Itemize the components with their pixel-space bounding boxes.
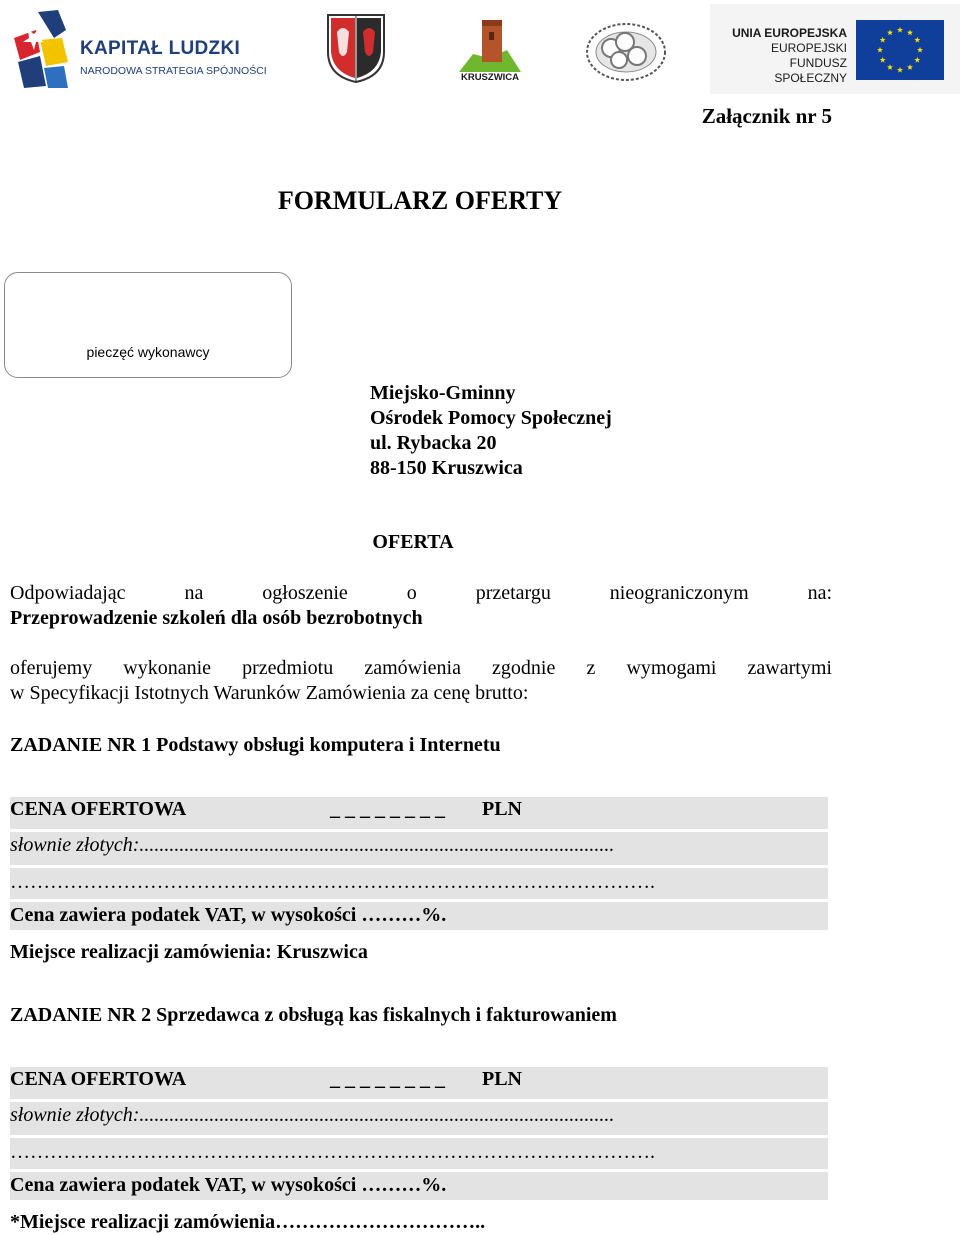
- task-2-price-label: CENA OFERTOWA: [10, 1068, 187, 1090]
- task-1-title: ZADANIE NR 1 Podstawy obsługi komputera i Internetu: [10, 734, 501, 756]
- statement-line-2: w Specyfikacji Istotnych Warunków Zamówienia za cenę brutto:: [10, 682, 529, 704]
- kapital-ludzki-logo: [10, 8, 267, 90]
- recipient-line-4: 88-150 Kruszwica: [370, 457, 523, 479]
- statement-paragraph: [10, 656, 832, 706]
- statement-word: zawartymi: [747, 657, 832, 679]
- task-1-price-box: [10, 797, 828, 930]
- task-1-price-field[interactable]: _ _ _ _ _ _ _ _: [330, 798, 445, 820]
- kapital-ludzki-subtitle: NARODOWA STRATEGIA SPÓJNOŚCI: [80, 65, 267, 77]
- statement-word: oferujemy: [10, 657, 93, 679]
- eu-star-icon: [897, 27, 903, 33]
- statement-word: przedmiotu: [242, 657, 334, 679]
- divider: [10, 1169, 828, 1172]
- kapital-ludzki-title: KAPITAŁ LUDZKI: [80, 38, 241, 59]
- task-1-currency: PLN: [482, 798, 522, 820]
- intro-word: Odpowiadając: [10, 582, 126, 604]
- recipient-line-2: Ośrodek Pomocy Społecznej: [370, 407, 612, 429]
- eu-star-icon: [914, 57, 920, 63]
- intro-line-1: [10, 581, 832, 606]
- divider: [10, 1135, 828, 1138]
- offer-heading: OFERTA: [372, 531, 454, 553]
- eu-star-icon: [880, 37, 886, 43]
- task-2-amount-continuation-field[interactable]: …………………………………………………………………………………….: [10, 1141, 655, 1163]
- intro-word: o: [406, 582, 417, 604]
- statement-line-1: [10, 656, 832, 681]
- stamp-label: pieczęć wykonawcy: [86, 344, 210, 360]
- statement-word: z: [586, 657, 596, 679]
- kruszwica-logo: [455, 14, 525, 86]
- task-2-currency: PLN: [482, 1068, 522, 1090]
- eu-line-3: FUNDUSZ SPOŁECZNY: [774, 56, 847, 85]
- intro-word: na:: [807, 582, 832, 604]
- task-1-place: Miejsce realizacji zamówienia: Kruszwica: [10, 941, 368, 963]
- recipient-line-1: Miejsko-Gminny: [370, 382, 516, 404]
- task-1-amount-in-words-field[interactable]: słownie złotych:...............................................................................................: [10, 834, 615, 856]
- statement-word: wykonanie: [123, 657, 212, 679]
- kruszwica-tower-icon: [455, 14, 525, 74]
- task-2-title: ZADANIE NR 2 Sprzedawca z obsługą kas fiskalnych i fakturowaniem: [10, 1004, 617, 1026]
- kapital-ludzki-emblem-icon: [10, 8, 72, 90]
- eu-line-1: UNIA EUROPEJSKA: [732, 26, 847, 40]
- statement-word: wymogami: [626, 657, 717, 679]
- intro-word: nieograniczonym: [609, 582, 749, 604]
- rosp-logo-icon: [585, 22, 667, 82]
- kujawsko-pomorskie-crest-icon: [325, 12, 387, 84]
- divider: [10, 865, 828, 868]
- intro-word: przetargu: [475, 582, 551, 604]
- task-2-amount-in-words-field[interactable]: słownie złotych:...............................................................................................: [10, 1104, 615, 1126]
- eu-star-icon: [880, 57, 886, 63]
- recipient-line-3: ul. Rybacka 20: [370, 432, 497, 454]
- task-2-price-box: [10, 1067, 828, 1200]
- statement-word: zamówienia: [364, 657, 461, 679]
- eu-star-icon: [887, 29, 893, 35]
- eu-flag-icon: [856, 20, 944, 80]
- eu-star-icon: [917, 47, 923, 53]
- eu-star-icon: [897, 67, 903, 73]
- eu-line-2: EUROPEJSKI: [770, 41, 847, 55]
- tender-subject: Przeprowadzenie szkoleń dla osób bezrobotnych: [10, 607, 423, 629]
- contractor-stamp-box: [4, 272, 292, 378]
- document-title: FORMULARZ OFERTY: [277, 186, 563, 215]
- eu-star-icon: [877, 47, 883, 53]
- intro-word: ogłoszenie: [262, 582, 348, 604]
- intro-paragraph: [10, 581, 832, 631]
- divider: [10, 1099, 828, 1102]
- divider: [10, 829, 828, 832]
- eu-star-icon: [907, 64, 913, 70]
- divider: [10, 899, 828, 902]
- eu-star-icon: [887, 64, 893, 70]
- attachment-label: Załącznik nr 5: [701, 104, 832, 128]
- recipient-address: [370, 381, 612, 481]
- task-1-price-label: CENA OFERTOWA: [10, 798, 187, 820]
- kruszwica-logo-label: KRUSZWICA: [460, 72, 520, 83]
- task-2-place: *Miejsce realizacji zamówienia…………………………..: [10, 1211, 486, 1233]
- eu-star-icon: [907, 29, 913, 35]
- eu-logo-text: [725, 26, 847, 86]
- intro-word: na: [184, 582, 204, 604]
- task-2-vat-field[interactable]: Cena zawiera podatek VAT, w wysokości ………%.: [10, 1174, 447, 1196]
- task-1-vat-field[interactable]: Cena zawiera podatek VAT, w wysokości ………%.: [10, 904, 447, 926]
- task-1-amount-continuation-field[interactable]: …………………………………………………………………………………….: [10, 871, 655, 893]
- eu-social-fund-logo: [710, 4, 960, 94]
- statement-word: zgodnie: [492, 657, 556, 679]
- task-2-price-field[interactable]: _ _ _ _ _ _ _ _: [330, 1068, 445, 1090]
- eu-star-icon: [914, 37, 920, 43]
